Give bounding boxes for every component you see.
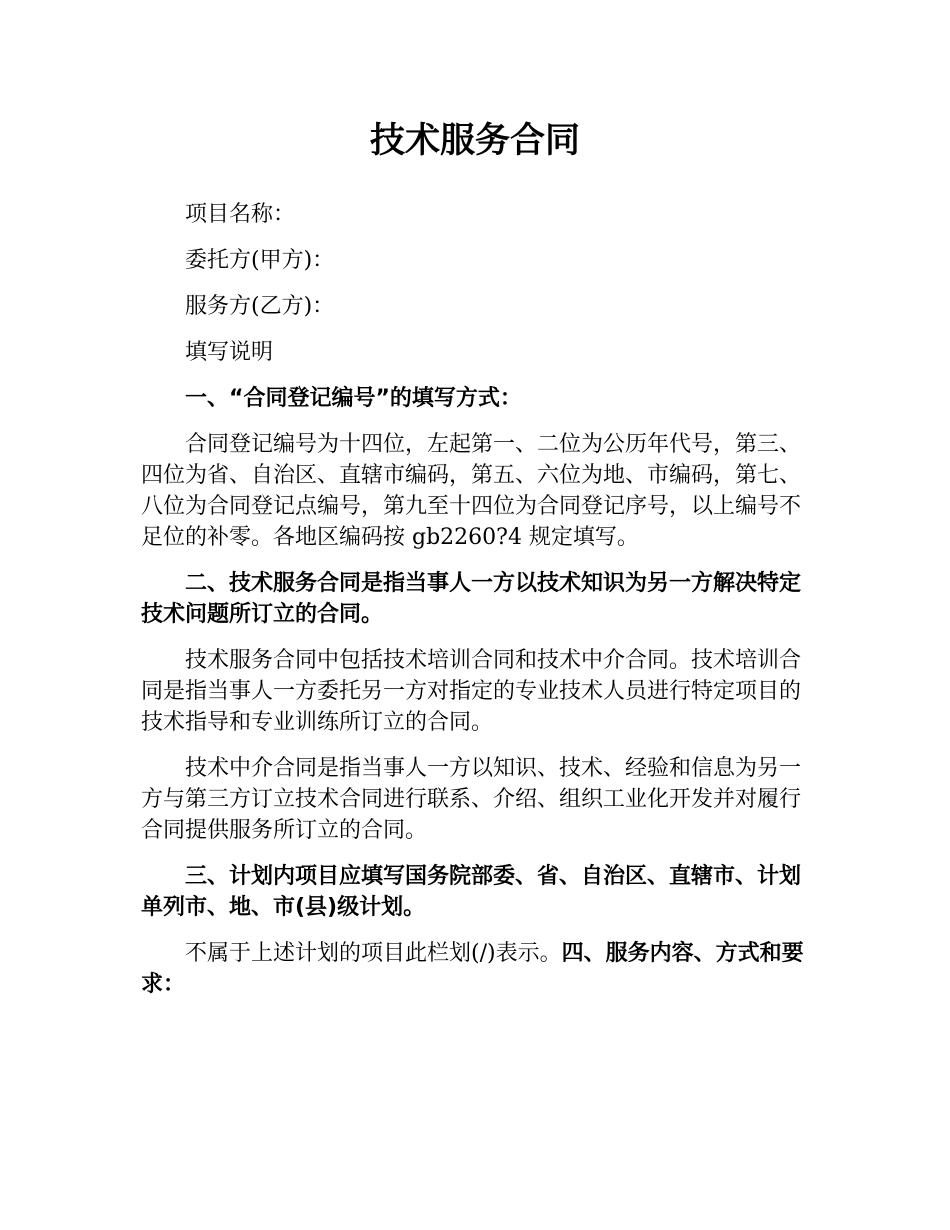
section-1-heading: 一、“合同登记编号”的填写方式： [185,386,522,411]
document-body [141,199,813,1015]
field-provider: 服务方(乙方)： [185,294,335,319]
section-3-heading: 三、计划内项目应填写国务院部委、省、自治区、直辖市、计划单列市、地、市(县)级计划。 [141,864,802,920]
document-title: 技术服务合同 [369,121,580,161]
section-3-body: 不属于上述计划的项目此栏划(/)表示。 [185,941,562,966]
section-3-body-with-section-4 [141,938,813,1000]
field-project-name: 项目名称： [185,202,296,227]
instructions-heading: 填写说明 [185,340,274,365]
field-client: 委托方(甲方)： [185,248,335,273]
section-2-body-2: 技术中介合同是指当事人一方以知识、技术、经验和信息为另一方与第三方订立技术合同进行联系、介绍、组织工业化开发并对履行合同提供服务所订立的合同。 [141,756,802,843]
section-4-heading: 四、服务内容、方式和要求： [141,941,804,997]
section-2-heading: 二、技术服务合同是指当事人一方以技术知识为另一方解决特定技术问题所订立的合同。 [141,571,802,627]
section-2-body-1: 技术服务合同中包括技术培训合同和技术中介合同。技术培训合同是指当事人一方委托另一方对指定的专业技术人员进行特定项目的技术指导和专业训练所订立的合同。 [141,648,802,735]
section-1-body: 合同登记编号为十四位，左起第一、二位为公历年代号，第三、四位为省、自治区、直辖市编码，第五、六位为地、市编码，第七、八位为合同登记点编号，第九至十四位为合同登记序号，以上编号不足位的补零。各地区编码按 gb2260?4 规定填写。 [141,432,802,550]
